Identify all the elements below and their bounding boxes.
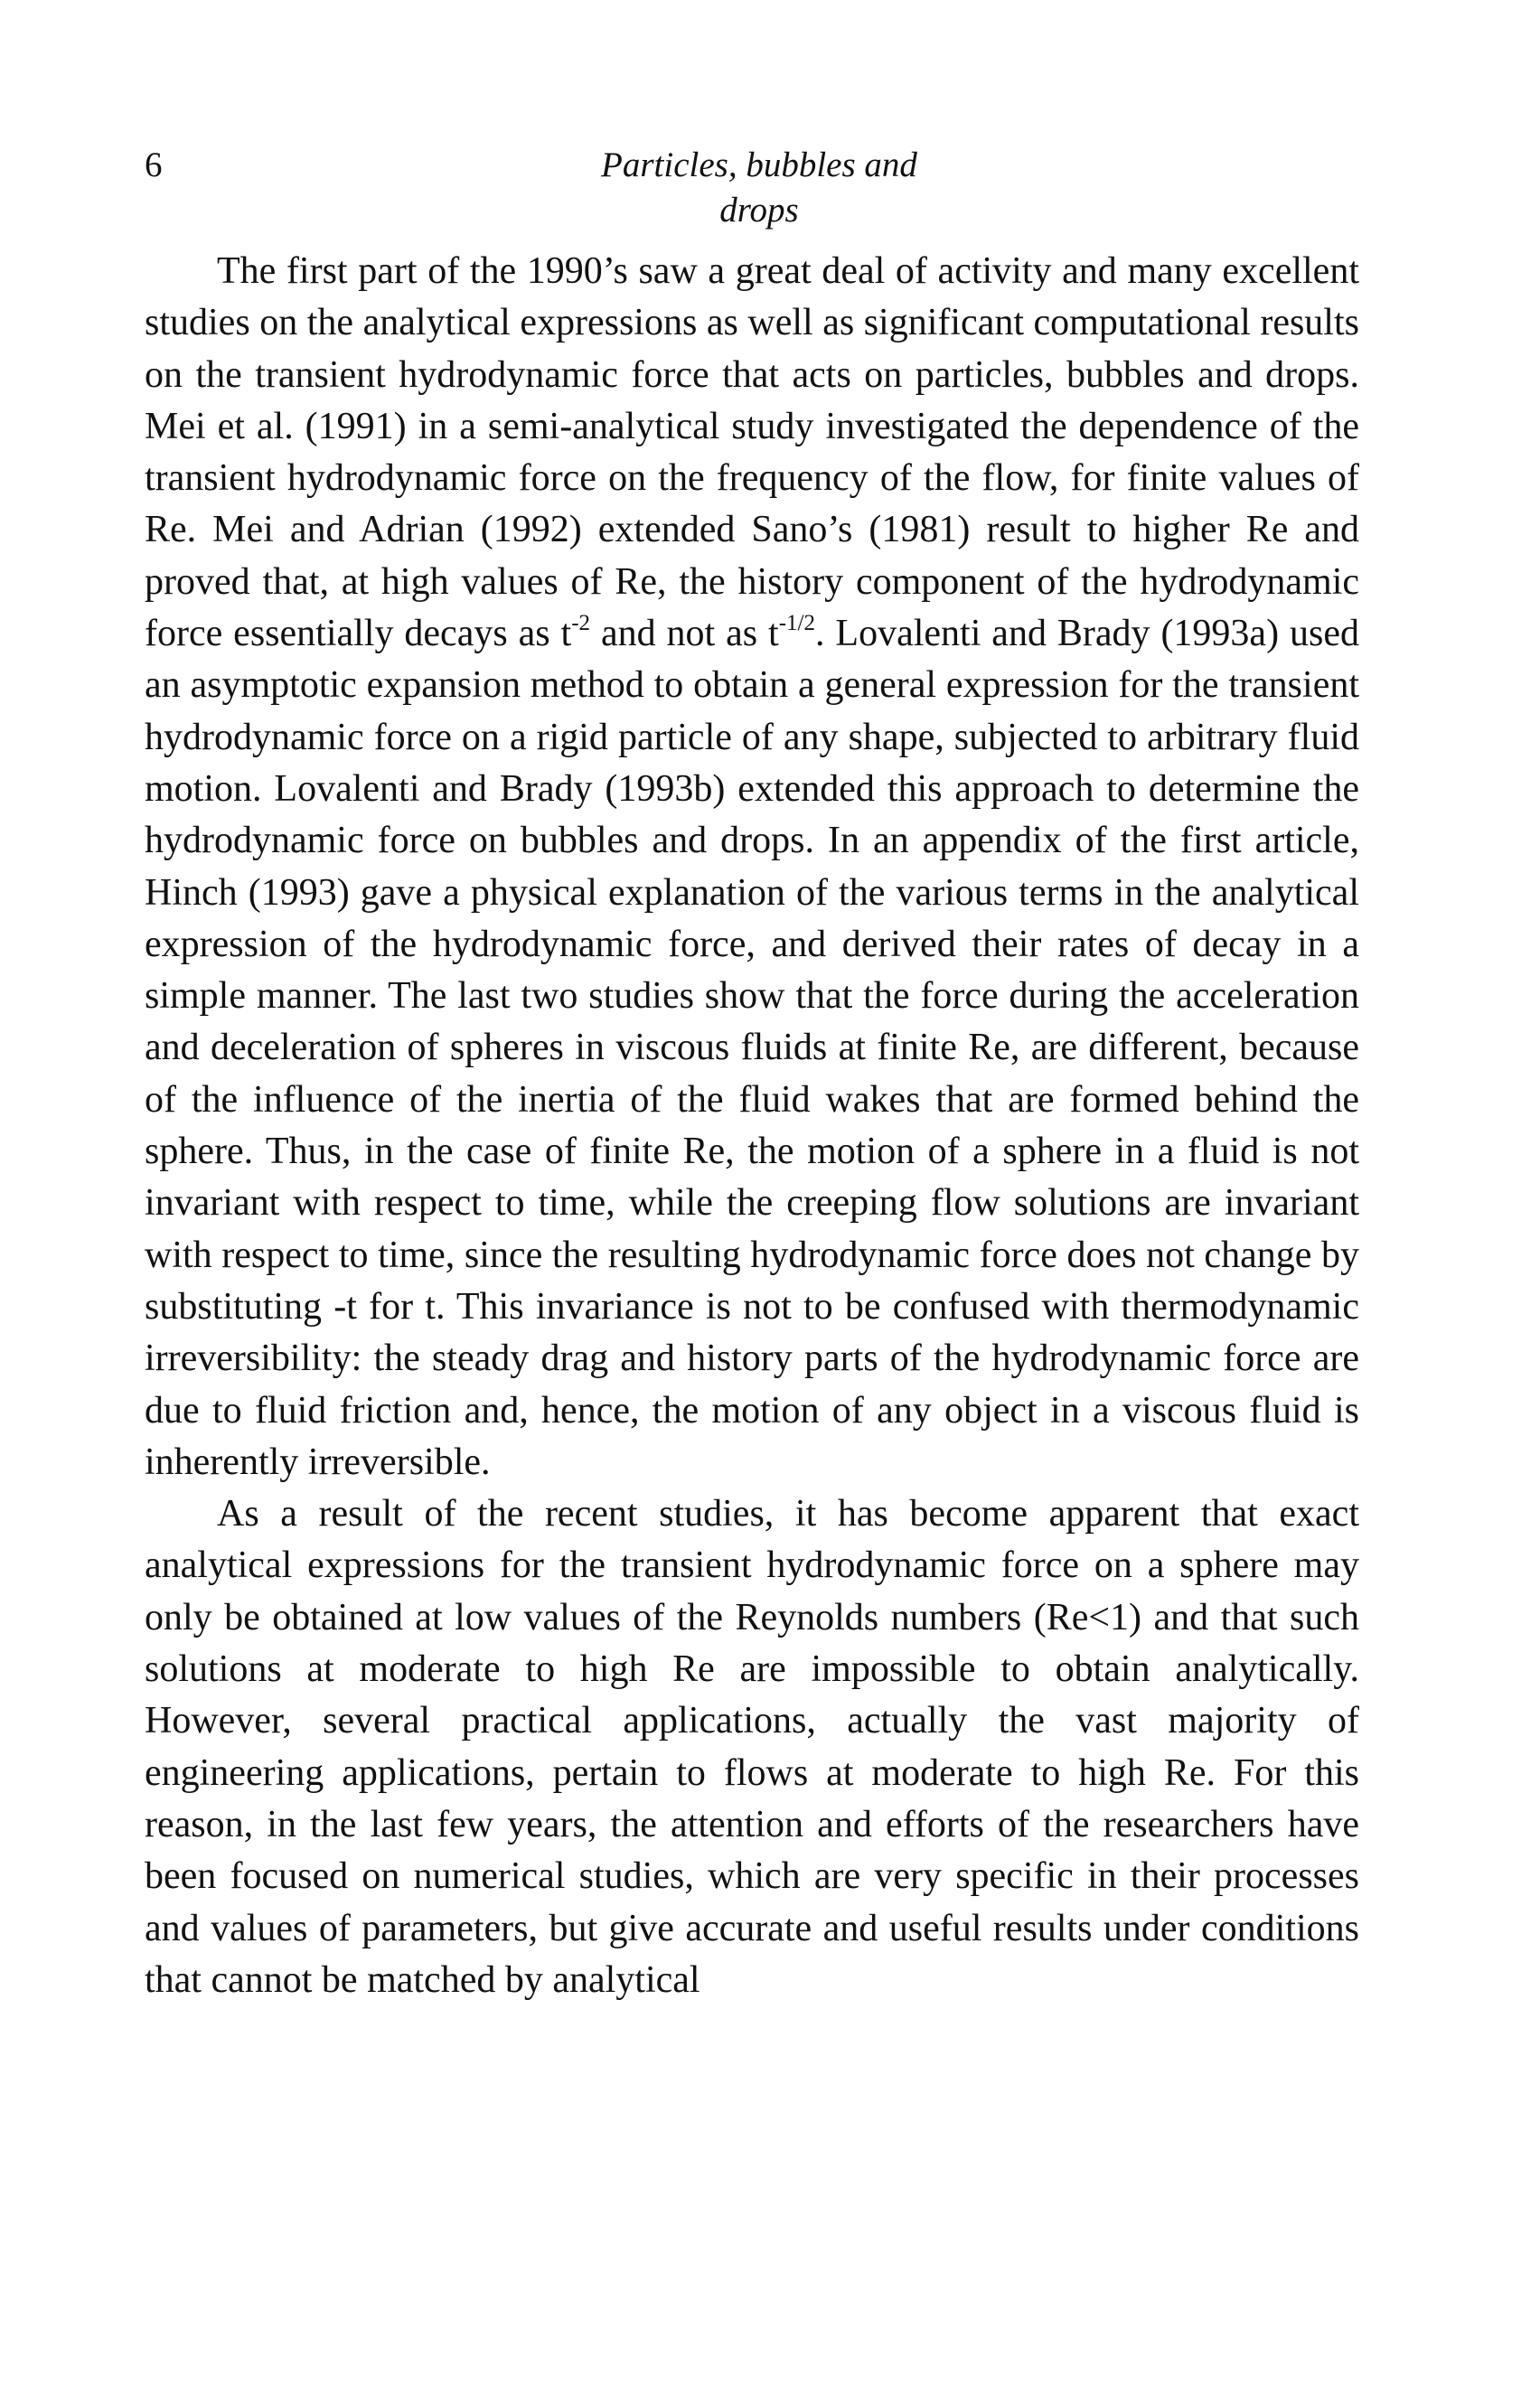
running-head	[145, 143, 1366, 230]
running-title: Particles, bubbles and drops	[601, 146, 917, 230]
paragraph-1-text-part-1: The first part of the 1990’s saw a great deal of activity and many excellent studies on the analytical expressions as well as significant computational results on the transient hydrodynamic force that acts on particles, bubbles and drops. Mei et al. (1991) in a semi-analytical study investigated the dependence of the transient hydrodynamic force on the frequency of the flow, for finite values of Re. Mei and Adrian (1992) extended Sano’s (1981) result to higher Re and proved that, at high values of Re, the history component of the hydrodynamic force essentially decays as t	[145, 250, 1359, 655]
paragraph-1-text-part-3: . Lovalenti and Brady (1993a) used an asymptotic expansion method to obtain a general expression for the transient hydrodynamic force on a rigid particle of any shape, subjected to arbitrary fluid motion. Lovalenti and Brady (1993b) extended this approach to determine the hydrodynamic force on bubbles and drops. In an appendix of the first article, Hinch (1993) gave a physical explanation of the various terms in the analytical expression of the hydrodynamic force, and derived their rates of decay in a simple manner. The last two studies show that the force during the acceleration and deceleration of spheres in viscous fluids at finite Re, are different, because of the influence of the inertia of the fluid wakes that are formed behind the sphere. Thus, in the case of finite Re, the motion of a sphere in a fluid is not invariant with respect to time, while the creeping flow solutions are invariant with respect to time, since the resulting hydrodynamic force does not change by substituting -t for t. This invariance is not to be confused with thermodynamic irreversibility: the steady drag and history parts of the hydrodynamic force are due to fluid friction and, hence, the motion of any object in a viscous fluid is inherently irreversible.	[145, 613, 1359, 1483]
paragraph-1	[145, 246, 1359, 1488]
paragraph-1-text-part-2: and not as t	[590, 613, 779, 655]
paragraph-2: As a result of the recent studies, it has become apparent that exact analytical expressions for the transient hydrodynamic force on a sphere may only be obtained at low values of the Reynolds numbers (Re<1) and that such solutions at moderate to high Re are impossible to obtain analytically. However, several practical applications, actually the vast majority of engineering applications, pertain to flows at moderate to high Re. For this reason, in the last few years, the attention and efforts of the researchers have been focused on numerical studies, which are very specific in their processes and values of parameters, but give accurate and useful results under conditions that cannot be matched by analytical	[145, 1493, 1359, 2001]
body-text	[145, 246, 1359, 2006]
exponent-minus-two: -2	[571, 611, 591, 636]
page-number: 6	[145, 146, 163, 184]
exponent-minus-half: -1/2	[778, 611, 815, 636]
